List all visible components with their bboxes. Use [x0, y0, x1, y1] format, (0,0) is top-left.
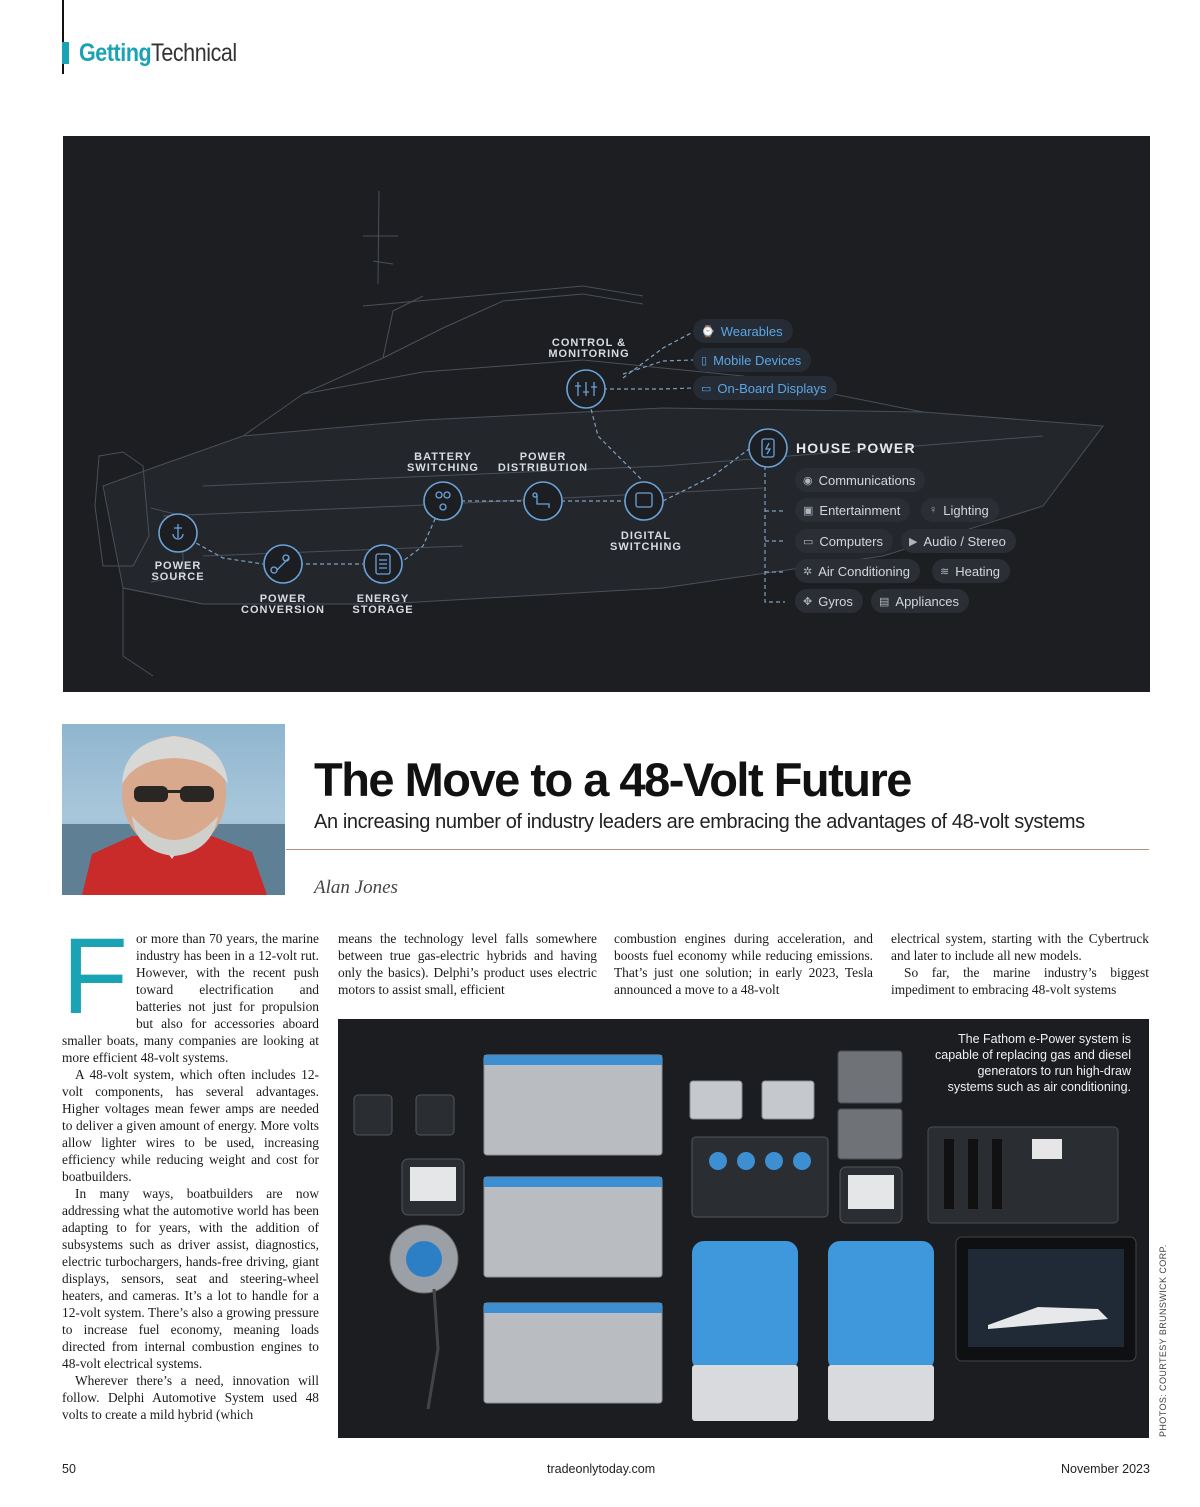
node-energy-storage: ENERGY STORAGE [352, 593, 414, 616]
play-icon: ▶ [909, 535, 918, 548]
snowflake-icon: ✲ [803, 565, 813, 578]
node-control-monitoring: CONTROL & MONITORING [548, 337, 630, 360]
load-appliances: ▤ Appliances [871, 589, 969, 613]
boat-power-diagram [63, 136, 1150, 692]
section-header [62, 38, 251, 68]
antenna-icon: ◉ [803, 474, 813, 487]
section-keyword: Getting [79, 38, 152, 67]
load-communications: ◉ Communications [795, 468, 925, 492]
paragraph: Wherever there’s a need, innovation will follow. Delphi Automotive System used 48 volts to create a mild hybrid (which [62, 1373, 319, 1422]
device-wearables: ⌚ Wearables [693, 319, 793, 343]
paragraph: In many ways, boatbuilders are now addressing what the automotive world has been adapting to for years, with the addition of subsystems such as driver assist, diagnostics, electric turbochargers, hands-free driving, giant displays, sensors, seat and steering-wheel heaters, and cameras. It’s a lot to handle for a 12-volt system. There’s also a growing pressure to increase fuel economy, meaning loads directed from internal combustion engines to 48-volt electrical systems. [62, 1186, 319, 1371]
node-house-power: HOUSE POWER [796, 440, 916, 456]
load-lighting: ♀ Lighting [921, 498, 999, 522]
watch-icon: ⌚ [701, 325, 715, 338]
body-column-3 [614, 930, 873, 998]
boat-illustration [63, 136, 1150, 692]
page-number: 50 [62, 1462, 76, 1476]
load-heating: ≋ Heating [932, 559, 1010, 583]
heat-icon: ≋ [940, 565, 950, 578]
photo-caption: The Fathom e-Power system is capable of replacing gas and diesel generators to run high-draw systems such as air conditioning. [935, 1032, 1131, 1094]
bulb-icon: ♀ [929, 504, 938, 516]
load-air-conditioning: ✲ Air Conditioning [795, 559, 920, 583]
node-digital-switching: DIGITAL SWITCHING [610, 530, 682, 553]
device-onboard-displays: ▭ On-Board Displays [693, 376, 837, 400]
paragraph: or more than 70 years, the marine industry has been in a 12-volt rut. However, with the recent push toward electrification and batteries not just for propulsion but also for accessories aboard smaller boats, many companies are looking at more efficient 48-volt systems. [62, 931, 319, 1065]
section-title: Technical [151, 38, 237, 67]
body-column-1 [62, 915, 319, 1423]
laptop-icon: ▭ [803, 535, 814, 548]
node-power-source: POWER SOURCE [151, 560, 205, 583]
device-mobile: ▯ Mobile Devices [693, 348, 811, 372]
monitor-icon: ▭ [701, 382, 712, 395]
author-portrait [62, 724, 285, 895]
paragraph: A 48-volt system, which often includes 12-volt components, has several advantages. Higher voltages mean fewer amps are needed to deliver a given amount of energy. More volts allow lighter wires to be used, increasing efficiency while reducing weight and cost for boatbuilders. [62, 1067, 319, 1184]
portrait-illustration [62, 724, 285, 895]
body-column-2 [338, 930, 597, 998]
appliance-icon: ▤ [879, 595, 890, 608]
body-column-4 [891, 930, 1149, 998]
drop-cap: F [62, 915, 128, 1036]
paragraph: combustion engines during acceleration, and boosts fuel economy while reducing emissions. That’s just one solution; in early 2023, Tesla announced a move to a 48-volt [614, 931, 873, 997]
paragraph: means the technology level falls somewhere between true gas-electric hybrids and having only the basics). Delphi’s product uses electric motors to assist small, efficient [338, 931, 597, 997]
node-power-distribution: POWER DISTRIBUTION [497, 451, 589, 474]
photo-credit: PHOTOS: COURTESY BRUNSWICK CORP. [1158, 1244, 1168, 1437]
load-entertainment: ▣ Entertainment [795, 498, 910, 522]
node-power-conversion: POWER CONVERSION [241, 593, 325, 616]
section-accent-bar [62, 42, 69, 64]
load-audio-stereo: ▶ Audio / Stereo [901, 529, 1016, 553]
paragraph: So far, the marine industry’s biggest impediment to embracing 48-volt systems [891, 965, 1149, 997]
paragraph: electrical system, starting with the Cybertruck and later to include all new models. [891, 931, 1149, 963]
load-computers: ▭ Computers [795, 529, 893, 553]
footer-site: tradeonlytoday.com [547, 1462, 656, 1476]
article-title: The Move to a 48-Volt Future [314, 753, 911, 806]
phone-icon: ▯ [701, 354, 708, 367]
gyro-icon: ✥ [803, 595, 813, 608]
footer-date: November 2023 [1061, 1462, 1150, 1476]
author-byline: Alan Jones [314, 877, 398, 898]
node-battery-switching: BATTERY SWITCHING [407, 451, 479, 474]
title-divider [286, 849, 1149, 850]
article-subtitle: An increasing number of industry leaders are embracing the advantages of 48-volt systems [314, 811, 1085, 833]
product-photo [338, 1019, 1149, 1438]
speaker-icon: ▣ [803, 504, 814, 517]
load-gyros: ✥ Gyros [795, 589, 863, 613]
